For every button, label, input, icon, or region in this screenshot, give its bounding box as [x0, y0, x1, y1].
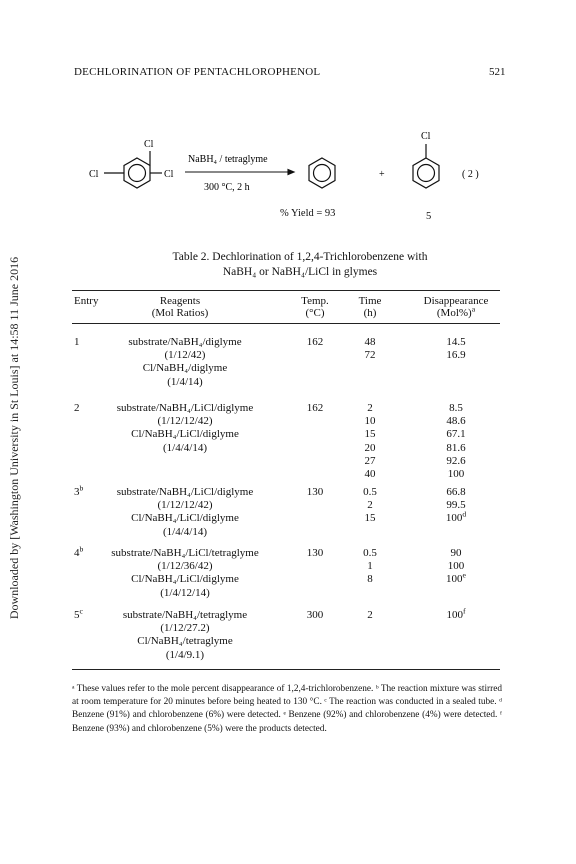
- time-cell: 10: [364, 415, 376, 428]
- entry-number: 1: [74, 336, 80, 348]
- reagent-line: substrate/NaBH₄/LiCl/diglyme: [116, 402, 254, 414]
- header-temp: [290, 295, 340, 319]
- header-disappearance-line1: Disappearance: [423, 295, 489, 307]
- temperature-cell: 300: [306, 609, 324, 621]
- header-disappearance-unit: (Mol%): [436, 307, 472, 319]
- time-cell: 15: [364, 428, 376, 441]
- reagent-line: Cl/NaBH₄/tetraglyme: [137, 635, 233, 648]
- disappearance-cell: 67.1: [446, 428, 466, 441]
- table-caption: [150, 250, 450, 280]
- reaction-arrow: [185, 170, 294, 175]
- time-cell: 2: [367, 609, 373, 621]
- yield-benzene: 93: [324, 208, 336, 219]
- reagent-line: (1/4/4/14): [163, 441, 207, 454]
- disappearance-cell: 99.5: [446, 499, 466, 512]
- disappearance-cell: 66.8: [446, 486, 466, 498]
- reagent-line: Cl/NaBH₄/LiCl/diglyme: [131, 512, 239, 525]
- reagent-line: (1/4/9.1): [165, 648, 205, 661]
- time-cell: 20: [364, 441, 376, 454]
- reagent-line: (1/12/12/42): [157, 499, 213, 512]
- table-header-rule: [72, 323, 500, 324]
- yield-label: % Yield =: [280, 208, 323, 219]
- time-cell: 2: [367, 402, 373, 414]
- header-time-line1: Time: [358, 295, 382, 307]
- value-footnote-mark: d: [462, 509, 467, 519]
- time-cell: 0.5: [363, 486, 377, 498]
- table-top-rule: [72, 290, 500, 291]
- disappearance-cell: 100: [447, 560, 465, 573]
- chlorobenzene-label: Cl: [421, 131, 431, 142]
- header-reagents: [120, 295, 240, 319]
- disappearance-cell: 14.5: [446, 336, 466, 348]
- disappearance-cell: 100$^d$: [445, 509, 467, 525]
- header-temp-line1: Temp.: [301, 295, 329, 307]
- disappearance-cell: 100e: [446, 570, 466, 586]
- reagent-line: (1/12/36/42): [157, 560, 213, 573]
- yield-chlorobenzene: 5: [426, 211, 432, 222]
- reagent-line: (1/4/14): [167, 375, 203, 388]
- reaction-scheme: [70, 120, 500, 210]
- reactant-label-top: Cl: [144, 139, 154, 150]
- table-caption-line2: NaBH₄ or NaBH₄/LiCl in glymes: [222, 266, 378, 278]
- time-cell: 48: [364, 336, 376, 348]
- reagent-line: substrate/NaBH₄/LiCl/diglyme: [116, 486, 254, 498]
- reagent-line: (1/4/12/14): [160, 586, 210, 599]
- reagent-line: (1/12/42): [164, 349, 206, 362]
- running-header: DECHLORINATION OF PENTACHLOROPHENOL: [74, 66, 321, 78]
- reagent-line: substrate/NaBH₄/LiCl/tetraglyme: [111, 547, 259, 559]
- page-number: 521: [489, 66, 506, 78]
- reactant-structure: [104, 151, 162, 188]
- entry-number: 5$^c$: [74, 606, 83, 621]
- header-disappearance-line2: [410, 304, 502, 319]
- time-cell: 72: [364, 349, 376, 362]
- header-disappearance-sup: a: [471, 304, 476, 314]
- reagent-line: Cl/NaBH₄/LiCl/diglyme: [131, 428, 239, 441]
- time-cell: 40: [364, 468, 376, 480]
- value-footnote-mark: f: [462, 606, 466, 616]
- conditions-label: 300 °C, 2 h: [204, 182, 250, 193]
- disappearance-cell: 90: [450, 547, 462, 559]
- time-cell: 2: [367, 499, 373, 512]
- time-cell: 27: [364, 454, 376, 467]
- header-disappearance: [410, 295, 502, 319]
- benzene-structure: [309, 158, 335, 188]
- equation-number: ( 2 ): [462, 169, 479, 180]
- download-watermark: [0, 0, 30, 864]
- header-time: [348, 295, 392, 319]
- temperature-cell: 130: [306, 486, 324, 498]
- header-time-line2: (h): [363, 307, 377, 319]
- temperature-cell: 130: [306, 547, 324, 559]
- entry-number: 2: [74, 402, 80, 414]
- value-footnote-mark: e: [462, 570, 466, 580]
- temperature-cell: 162: [306, 336, 324, 348]
- table-footnote: ᵃ These values refer to the mole percent disappearance of 1,2,4-trichlorobenzene. ᵇ The reaction mixture was stirred at room temperature for 20 minutes before being heated to 130 °C. ᶜ The reaction was conducted in a sealed tube. ᵈ Benzene (91%) and chlorobenzene (6%) were detected. ᵉ Benzene (92%) and chlorobenzene (4%) were detected. ᶠ Benzene (93%) and chlorobenzene (5%) were the products detected.: [72, 684, 502, 734]
- disappearance-cell: 92.6: [446, 454, 466, 467]
- reagent-line: (1/12/27.2): [160, 622, 210, 635]
- time-cell: 8: [367, 573, 373, 586]
- time-cell: 15: [364, 512, 376, 525]
- header-reagents-line2: (Mol Ratios): [151, 307, 209, 319]
- table-bottom-rule: [72, 669, 500, 670]
- disappearance-cell: 48.6: [446, 415, 466, 428]
- disappearance-cell: 8.5: [449, 402, 463, 414]
- disappearance-cell: 100: [447, 468, 465, 480]
- time-cell: 0.5: [363, 547, 377, 559]
- disappearance-cell: 81.6: [446, 441, 466, 454]
- reagent-label: NaBH₄ / tetraglyme: [188, 154, 268, 165]
- header-temp-line2: (°C): [305, 307, 325, 319]
- entry-number: 4$^b$: [74, 544, 84, 559]
- yield-line: [280, 208, 335, 219]
- reactant-label-right: Cl: [164, 169, 174, 180]
- reagent-line: Cl/NaBH₄/diglyme: [142, 362, 228, 375]
- header-entry: Entry: [74, 295, 99, 307]
- reagent-line: substrate/NaBH₄/tetraglyme: [122, 609, 248, 621]
- entry-number: 3$^b$: [74, 483, 84, 498]
- reactant-label-left: Cl: [89, 169, 99, 180]
- header-reagents-line1: Reagents: [159, 295, 201, 307]
- reagent-line: Cl/NaBH₄/LiCl/diglyme: [131, 573, 239, 586]
- entry-footnote-mark: b: [79, 483, 84, 493]
- entry-footnote-mark: c: [79, 606, 83, 616]
- disappearance-cell: 16.9: [446, 349, 466, 362]
- table-caption-line1: Table 2. Dechlorination of 1,2,4-Trichlorobenzene with: [172, 251, 428, 263]
- time-cell: 1: [367, 560, 373, 573]
- reagent-line: substrate/NaBH₄/diglyme: [128, 336, 242, 348]
- reagent-line: (1/4/4/14): [163, 525, 207, 538]
- temperature-cell: 162: [306, 402, 324, 414]
- plus-sign: +: [379, 169, 385, 180]
- entry-footnote-mark: b: [79, 544, 84, 554]
- chlorobenzene-structure: [413, 144, 439, 188]
- disappearance-cell: 100$^f$: [446, 606, 466, 621]
- download-watermark-text: Downloaded by [Washington University in St Louis] at 14:58 11 June 2016: [7, 256, 21, 620]
- reagent-line: (1/12/12/42): [157, 415, 213, 428]
